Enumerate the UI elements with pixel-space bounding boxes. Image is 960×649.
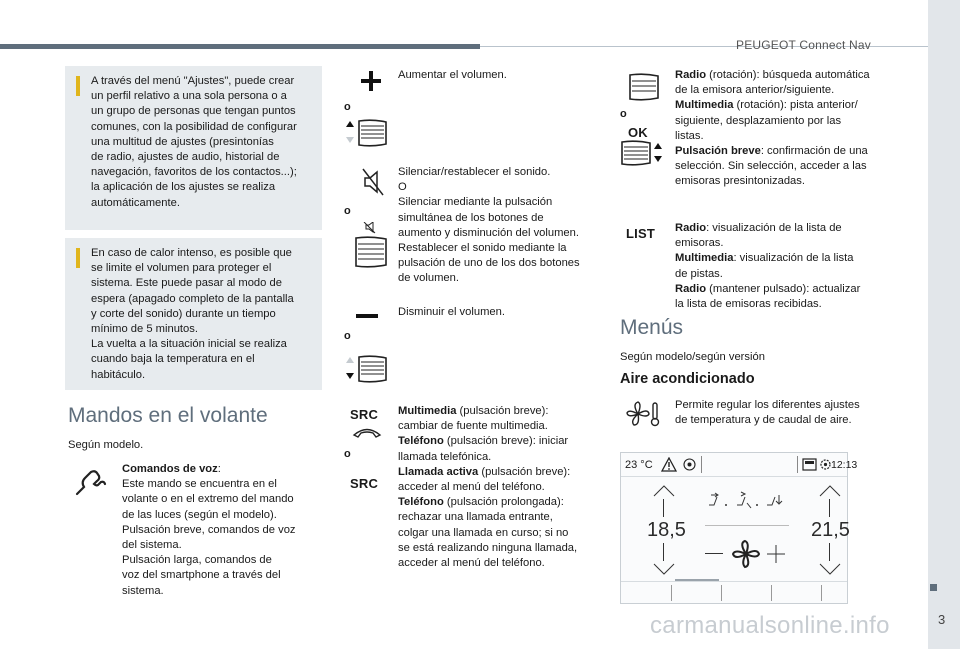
thumbwheel-icon: [626, 72, 660, 102]
ac-title: Aire acondicionado: [620, 371, 755, 387]
voice-command-desc: [122, 462, 322, 599]
note-box-heat: [65, 238, 322, 390]
note-text-heat: En caso de calor intenso, es posible que se limite el volumen para proteger el sistema. Este puede pasar al modo de espera (apagado completo de la pantalla y corte del sonido) durante un tiempo mínimo de 5 minutos. La vuelta a la situación inicial se realiza cuando baja la temperatura en el habitáculo.: [91, 247, 294, 381]
thumbwheel-ok-icon: [620, 140, 664, 166]
volume-up-desc: Aumentar el volumen.: [398, 69, 507, 81]
thumbwheel-mute-icon: [350, 222, 388, 268]
page-number: 3: [938, 612, 946, 627]
ok-text-radio: (rotación): búsqueda automática de la emisora anterior/siguiente.: [675, 69, 870, 97]
or-label: o: [344, 205, 351, 217]
header-accent-bar: [0, 44, 480, 49]
watermark: carmanualsonline.info: [650, 612, 890, 639]
ok-button-label: OK: [628, 125, 648, 140]
list-button-label: LIST: [626, 226, 655, 241]
next-page-marker: [930, 584, 937, 591]
or-label: o: [344, 448, 351, 460]
src-label-active-call: Llamada activa: [398, 465, 479, 478]
list-label-multimedia: Multimedia: [675, 252, 734, 265]
fan-icon: [731, 539, 761, 569]
right-temp-divider: [829, 543, 830, 561]
page-sidebar: [928, 0, 960, 649]
or-label: o: [620, 108, 627, 120]
src-label-phone: Teléfono: [398, 435, 444, 448]
clock-time: 12:13: [831, 459, 858, 471]
steering-subtitle: Según modelo.: [68, 439, 144, 451]
src-label-phone-long: Teléfono: [398, 496, 444, 509]
list-text-multimedia: : visualización de la lista de pistas.: [675, 252, 854, 280]
list-desc: [675, 221, 875, 312]
src-text-multimedia: (pulsación breve): cambiar de fuente multimedia.: [398, 405, 549, 433]
climate-status-bar: [621, 453, 858, 477]
ac-desc: Permite regular los diferentes ajustes de temperatura y de caudal de aire.: [675, 399, 860, 427]
right-temp-divider: [829, 499, 830, 517]
fan-thermometer-icon: [626, 400, 660, 428]
phone-icon: [352, 426, 382, 438]
src-text-active-call: (pulsación breve): acceder al menú del teléfono.: [398, 465, 571, 494]
mute-desc: Silenciar/restablecer el sonido. O Silenciar mediante la pulsación simultánea de los botones de aumento y disminución del volumen. Restablecer el sonido mediante la pulsación de uno de los dos botones de volumen.: [398, 166, 580, 285]
ok-label-short-press: Pulsación breve: [675, 145, 761, 158]
right-temp-up-chevron-icon: [819, 485, 841, 497]
ok-label-multimedia: Multimedia: [675, 99, 734, 112]
voice-command-label: Comandos de voz: [122, 463, 218, 475]
list-text-radio: : visualización de la lista de emisoras.: [675, 222, 842, 250]
src-text-phone: (pulsación breve): iniciar llamada telefónica.: [398, 435, 569, 463]
voice-command-text: : Este mando se encuentra en el volante o en el extremo del mando de las luces (según el modelo). Pulsación breve, comandos de voz del sistema. Pulsación larga, comandos de voz del smartphone a través del sistema.: [122, 463, 296, 597]
footer-separator: [671, 585, 672, 601]
left-temp-down-chevron-icon: [653, 563, 675, 575]
section-title-steering: Mandos en el volante: [68, 404, 268, 427]
thumbwheel-up-icon: [346, 118, 388, 148]
src-text-phone-long: (pulsación prolongada): rechazar una llamada entrante, colgar una llamada en curso; si no se está realizando ninguna llamada, acceder al menú del teléfono.: [398, 496, 578, 570]
section-title-menus: Menús: [620, 316, 684, 339]
footer-separator: [721, 585, 722, 601]
list-text-radio-hold: (mantener pulsado): actualizar la lista de emisoras recibidas.: [675, 282, 861, 311]
right-temp-down-chevron-icon: [819, 563, 841, 575]
fan-minus-icon: [705, 553, 723, 554]
header-title: PEUGEOT Connect Nav: [736, 38, 871, 52]
volume-down-desc: Disminuir el volumen.: [398, 306, 505, 318]
src-desc: [398, 404, 603, 571]
left-temp-divider: [663, 499, 664, 517]
menus-subtitle: Según modelo/según versión: [620, 351, 765, 363]
climate-screen: [620, 452, 858, 604]
list-label-radio: Radio: [675, 222, 707, 234]
footer-separator: [771, 585, 772, 601]
status-separator: [797, 456, 798, 473]
location-icon: [683, 458, 696, 471]
message-icon: [802, 458, 817, 471]
climate-footer: [621, 581, 847, 603]
ok-label-radio: Radio: [675, 69, 707, 81]
list-label-radio-hold: Radio: [675, 282, 707, 295]
src-label-multimedia: Multimedia: [398, 405, 457, 417]
left-temp-divider: [663, 543, 664, 561]
status-separator: [701, 456, 702, 473]
ok-text-multimedia: (rotación): pista anterior/ siguiente, desplazamiento por las listas.: [675, 99, 858, 142]
src-button-label: SRC: [350, 407, 379, 422]
mute-icon: [362, 168, 384, 196]
ok-wheel-desc: [675, 68, 875, 190]
left-temperature: 18,5: [647, 519, 686, 541]
outside-temperature: 23 °C: [625, 459, 653, 471]
volume-up-plus-icon: [360, 70, 382, 92]
ok-text-short-press: : confirmación de una selección. Sin selección, acceder a las emisoras presintonizadas.: [675, 145, 868, 188]
fan-plus-icon: [767, 545, 785, 563]
or-label: o: [344, 330, 351, 342]
left-temp-up-chevron-icon: [653, 485, 675, 497]
note-marker: [76, 248, 80, 268]
note-text-profiles: A través del menú "Ajustes", puede crear un perfil relativo a una sola persona o a un grupo de personas que tengan puntos comunes, con la posibilidad de configurar una multitud de ajustes (presintonías de radio, ajustes de audio, historial de navegación, favoritos de los contactos...); la aplicación de los ajustes se realiza automáticamente.: [91, 75, 297, 209]
src-button-label: SRC: [350, 476, 379, 491]
note-box-profiles: [65, 66, 322, 230]
or-label: o: [344, 101, 351, 113]
warning-icon: [661, 457, 677, 472]
voice-command-icon: [74, 468, 108, 498]
note-marker: [76, 76, 80, 96]
footer-separator: [821, 585, 822, 601]
volume-down-minus-icon: [356, 313, 378, 319]
right-temperature: 21,5: [811, 519, 850, 541]
airflow-divider: [705, 525, 789, 526]
thumbwheel-down-icon: [346, 354, 388, 384]
airflow-modes-icon: [705, 491, 789, 511]
